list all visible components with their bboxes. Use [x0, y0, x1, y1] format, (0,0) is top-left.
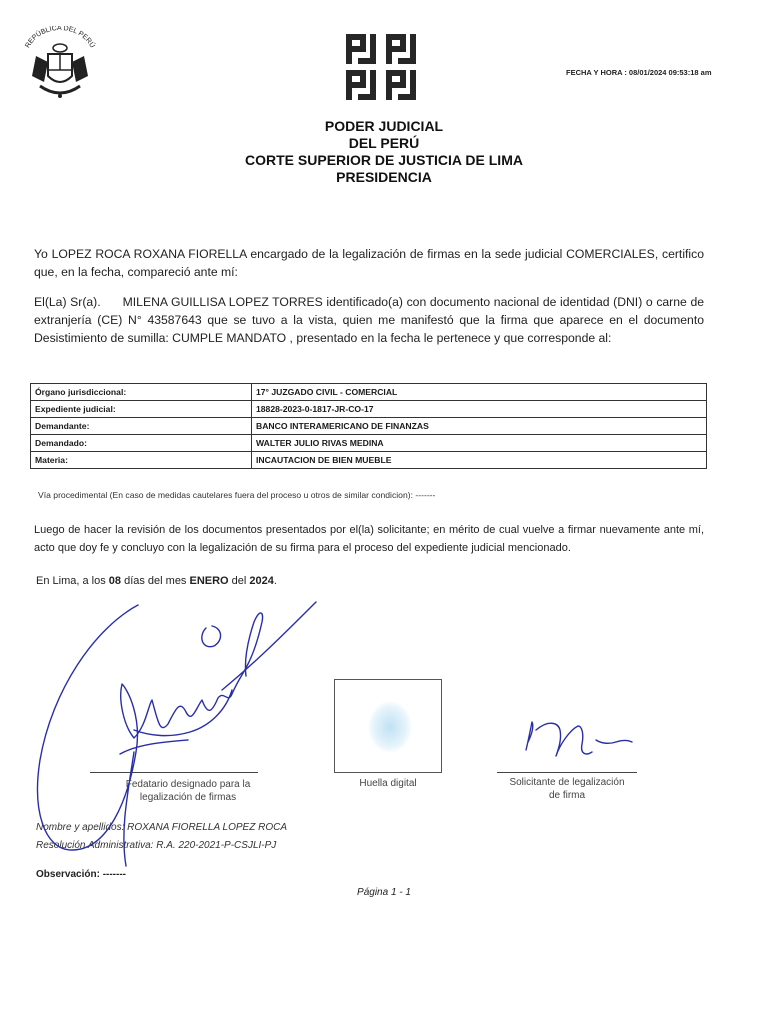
- table-label: Materia:: [31, 452, 252, 469]
- fedatario-signature-line: [90, 772, 258, 773]
- table-row: [31, 435, 707, 452]
- poder-judicial-logo: [344, 32, 424, 104]
- page-number: Página 1 - 1: [357, 887, 411, 898]
- appearance-paragraph: [34, 293, 704, 347]
- table-value: INCAUTACION DE BIEN MUEBLE: [252, 452, 707, 469]
- appearance-body: MILENA GUILLISA LOPEZ TORRES identificado(a) con documento nacional de identidad (DNI) o carne de extranjería (CE) N° 43587643 que se tuvo a la vista, quien me manifestó que la firma que aparece en el documento Desistimiento de sumilla: CUMPLE MANDATO , presentado en la fecha le pertenece y que corresponde al:: [34, 295, 704, 345]
- closing-day: 08: [108, 575, 122, 587]
- review-paragraph: Luego de hacer la revisión de los documentos presentados por el(la) solicitante; en mérito de cual vuelve a firmar nuevamente ante mí, acto que doy fe y concluyo con la legalización de su firma para el proceso del expediente judicial mencionado.: [34, 524, 704, 554]
- fedatario-label: Fedatario designado para la legalización de firmas: [125, 779, 251, 803]
- name-line: Nombre y apellidos: ROXANA FIORELLA LOPEZ ROCA: [36, 822, 288, 833]
- table-value: 17° JUZGADO CIVIL - COMERCIAL: [252, 384, 707, 401]
- table-label: Expediente judicial:: [31, 401, 252, 418]
- table-value: 18828-2023-0-1817-JR-CO-17: [252, 401, 707, 418]
- table-label: Demandado:: [31, 435, 252, 452]
- header-line-3: CORTE SUPERIOR DE JUSTICIA DE LIMA: [245, 152, 523, 168]
- header-line-4: PRESIDENCIA: [336, 169, 432, 185]
- case-details-table: [30, 383, 707, 469]
- table-row: [31, 401, 707, 418]
- table-label: Órgano jurisdiccional:: [31, 384, 252, 401]
- header-line-2: DEL PERÚ: [348, 135, 420, 151]
- closing-year: 2024: [249, 575, 274, 587]
- resolution-line: Resolución Administrativa: R.A. 220-2021-P-CSJLI-PJ: [36, 840, 277, 851]
- fingerprint-image: [368, 701, 412, 753]
- table-label: Demandante:: [31, 418, 252, 435]
- document-header: [0, 118, 768, 186]
- solicitante-signature: [526, 722, 632, 756]
- date-time-stamp: FECHA Y HORA : 08/01/2024 09:53:18 am: [566, 68, 712, 77]
- table-row: [31, 384, 707, 401]
- republic-seal-logo: [18, 26, 102, 106]
- header-line-1: PODER JUDICIAL: [324, 118, 444, 134]
- solicitante-signature-line: [497, 772, 637, 773]
- via-procedimental: Vía procedimental (En caso de medidas cautelares fuera del proceso u otros de similar condicion): -------: [38, 490, 436, 500]
- svg-text:REPÚBLICA DEL PERÚ: REPÚBLICA DEL PERÚ: [24, 26, 96, 50]
- closing-month: ENERO: [189, 575, 229, 587]
- observation-line: Observación: -------: [36, 869, 126, 880]
- table-row: [31, 452, 707, 469]
- certification-paragraph: Yo LOPEZ ROCA ROXANA FIORELLA encargado de la legalización de firmas en la sede judicial COMERCIALES, certifico que, en la fecha, compareció ante mí:: [34, 247, 704, 279]
- huella-label: Huella digital: [359, 778, 417, 789]
- solicitante-label: Solicitante de legalización de firma: [509, 777, 625, 801]
- table-row: [31, 418, 707, 435]
- table-value: BANCO INTERAMERICANO DE FINANZAS: [252, 418, 707, 435]
- appearance-prefix: El(La) Sr(a).: [34, 295, 101, 309]
- place-date-line: En Lima, a los 08 días del mes ENERO del 2024.: [36, 575, 277, 587]
- table-value: WALTER JULIO RIVAS MEDINA: [252, 435, 707, 452]
